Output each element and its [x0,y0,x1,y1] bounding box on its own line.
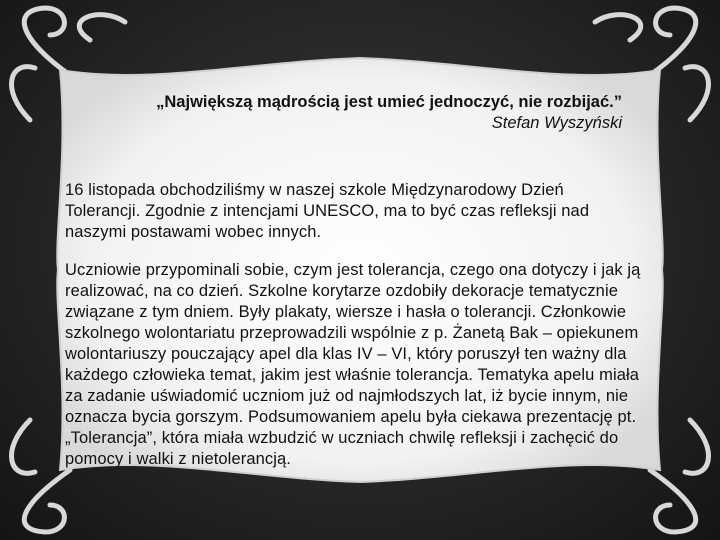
quote-block [152,92,622,134]
paragraph-intro: 16 listopada obchodziliśmy w naszej szkole Międzynarodowy Dzień Tolerancji. Zgodnie z intencjami UNESCO, ma to być czas refleksji nad naszymi postawami wobec innych. [65,181,590,241]
content-area [52,62,652,492]
quote-author: Stefan Wyszyński [491,114,622,132]
quote-text: „Największą mądrością jest umieć jednoczyć, nie rozbijać.” [156,93,622,111]
paragraph-body: Uczniowie przypominali sobie, czym jest tolerancja, czego ona dotyczy i jak ją realizować, na co dzień. Szkolne korytarze ozdobiły dekoracje tematycznie związane z tym dniem. Były plakaty, wiersze i hasła o tolerancji. Członkowie szkolnego wolontariatu przeprowadzili wspólnie z p. Żanetą Bak – opiekunem wolontariuszy pouczający apel dla klas IV – VI, który poruszył ten ważny dla każdego człowieka temat, jakim jest właśnie tolerancja. Tematyka apelu miała za zadanie uświadomić uczniom już od najmłodszych lat, iż bycie innym, nie oznacza bycia gorszym. Podsumowaniem apelu była ciekawa prezentację pt. „Tolerancja”, która miała wzbudzić w uczniach chwilę refleksji i zachęcić do pomocy i walki z nietolerancją. [65,261,641,468]
